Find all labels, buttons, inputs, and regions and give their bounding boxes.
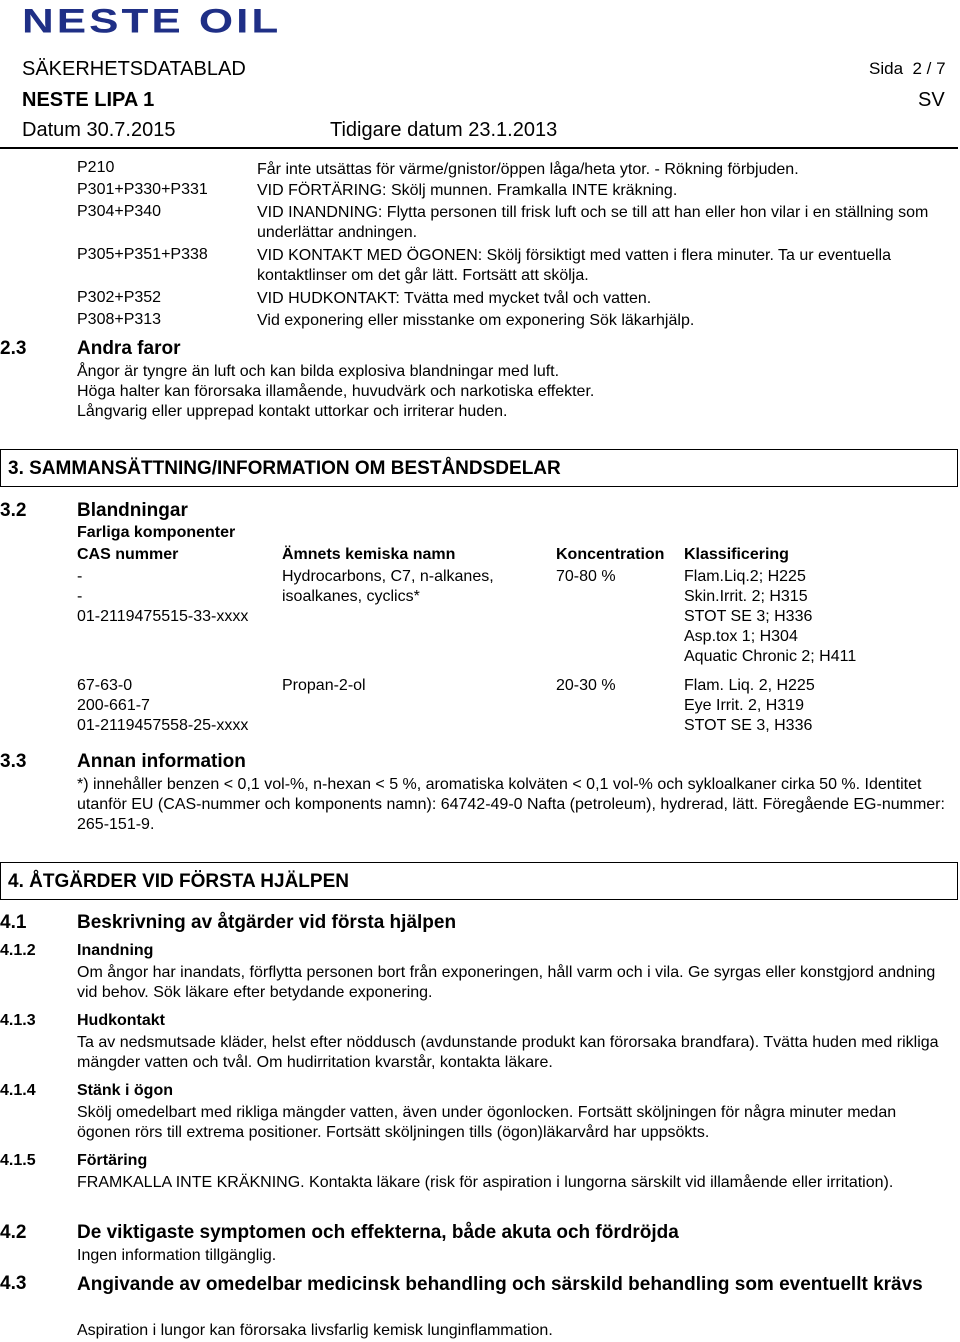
subsection-text: Ta av nedsmutsade kläder, helst efter nöddusch (avdunstande produkt kan förorsaka brandfara). Tvätta huden med rikliga mängder vatten och tvål. Om hudirritation kvarstår, kontakta läkare. [77, 1034, 939, 1071]
subsection-title: Inandning [77, 942, 154, 959]
previous-date: Tidigare datum 23.1.2013 [330, 119, 558, 141]
subsection-title: Stänk i ögon [77, 1082, 173, 1099]
table-cell: Skin.Irrit. 2; H315 [684, 588, 808, 605]
hazard-line: Ångor är tyngre än luft och kan bilda explosiva blandningar med luft. [77, 363, 560, 380]
table-cell: 01-2119475515-33-xxxx [77, 608, 249, 625]
subsection-text: Om ångor har inandats, förflytta personen bort från exponeringen, håll varm och i vila. Ge syrgas eller konstgjord andning vid behov. Sök läkare efter betydande exponering. [77, 964, 936, 1001]
section-number: 4.1 [0, 912, 27, 933]
section-title: De viktigaste symptomen och effekterna, både akuta och fördröjda [77, 1222, 679, 1243]
table-cell: - [77, 568, 83, 585]
p-code: P302+P352 [77, 289, 162, 306]
column-header: Koncentration [556, 546, 665, 563]
table-cell: 70-80 % [556, 568, 616, 585]
hazard-line: Långvarig eller upprepad kontakt uttorkar och irriterar huden. [77, 403, 508, 420]
hazard-line: Höga halter kan förorsaka illamående, huvudvärk och narkotiska effekter. [77, 383, 595, 400]
table-cell: STOT SE 3, H336 [684, 717, 813, 734]
section-title: Beskrivning av åtgärder vid första hjälpen [77, 912, 457, 933]
column-header: CAS nummer [77, 546, 179, 563]
p-text: VID INANDNING: Flytta personen till frisk luft och se till att han eller hon vilar i en ställning som underlättar andningen. [257, 204, 929, 241]
p-text: VID FÖRTÄRING: Skölj munnen. Framkalla INTE kräkning. [257, 182, 678, 199]
subsection-number: 4.1.4 [0, 1082, 36, 1099]
language: SV [918, 89, 945, 111]
table-cell: Eye Irrit. 2, H319 [684, 697, 805, 714]
section-title: Blandningar [77, 500, 188, 521]
section-text: Ingen information tillgänglig. [77, 1247, 277, 1264]
table-cell: Propan-2-ol [282, 677, 366, 694]
p-text: VID HUDKONTAKT: Tvätta med mycket tvål och vatten. [257, 290, 652, 307]
column-header: Ämnets kemiska namn [282, 546, 456, 563]
table-cell: 67-63-0 [77, 677, 133, 694]
section-text: Aspiration i lungor kan förorsaka livsfarlig kemisk lunginflammation. [77, 1322, 553, 1339]
p-code: P304+P340 [77, 203, 162, 220]
p-text: Vid exponering eller misstanke om exponering Sök läkarhjälp. [257, 312, 695, 329]
other-information-text: *) innehåller benzen < 0,1 vol-%, n-hexan < 5 %, aromatiska kolväten < 0,1 vol-% och sykloalkaner cirka 50 %. Identitet utanför EU (CAS-nummer och komponents namn): 64742-49-0 Nafta (petroleum), hydrerad, lätt. Föregående EG-nummer: 265-151-9. [77, 776, 945, 833]
section-3-title: 3. SAMMANSÄTTNING/INFORMATION OM BESTÅNDSDELAR [8, 458, 561, 479]
header-rule [0, 147, 958, 149]
subsection-title: Förtäring [77, 1152, 148, 1169]
table-cell: Hydrocarbons, C7, n-alkanes, isoalkanes, cyclics* [282, 568, 494, 605]
table-cell: - [77, 588, 83, 605]
section-title: Andra faror [77, 338, 181, 359]
subsection-title: Hudkontakt [77, 1012, 165, 1029]
page-number: Sida 2 / 7 [869, 59, 946, 78]
section-number: 4.2 [0, 1222, 27, 1243]
p-code: P305+P351+P338 [77, 246, 208, 263]
product-name: NESTE LIPA 1 [22, 89, 155, 111]
section-title: Annan information [77, 751, 246, 772]
subsection-number: 4.1.3 [0, 1012, 36, 1029]
table-cell: 200-661-7 [77, 697, 150, 714]
section-3-heading-box [0, 449, 958, 487]
table-cell: Flam. Liq. 2, H225 [684, 677, 815, 694]
p-code: P308+P313 [77, 311, 162, 328]
section-4-title: 4. ÅTGÄRDER VID FÖRSTA HJÄLPEN [8, 871, 349, 892]
p-text: VID KONTAKT MED ÖGONEN: Skölj försiktigt med vatten i flera minuter. Ta ur eventuella kontaktlinser om det går lätt. Fortsätt att skölja. [257, 247, 891, 284]
doc-type: SÄKERHETSDATABLAD [22, 58, 246, 80]
table-cell: Flam.Liq.2; H225 [684, 568, 806, 585]
p-text: Får inte utsättas för värme/gnistor/öppen låga/heta ytor. - Rökning förbjuden. [257, 161, 799, 178]
column-header: Klassificering [684, 546, 789, 563]
neste-oil-logo: NESTE OIL [22, 2, 282, 41]
table-cell: Aquatic Chronic 2; H411 [684, 648, 857, 665]
components-subtitle: Farliga komponenter [77, 524, 236, 541]
subsection-number: 4.1.5 [0, 1152, 36, 1169]
section-number: 3.3 [0, 751, 27, 772]
table-cell: STOT SE 3; H336 [684, 608, 813, 625]
date: Datum 30.7.2015 [22, 119, 176, 141]
section-number: 4.3 [0, 1273, 27, 1294]
subsection-text: FRAMKALLA INTE KRÄKNING. Kontakta läkare (risk för aspiration i lungorna särskilt vid illamående eller irritation). [77, 1174, 894, 1191]
section-number: 2.3 [0, 338, 27, 359]
table-cell: Asp.tox 1; H304 [684, 628, 798, 645]
p-code: P301+P330+P331 [77, 181, 208, 198]
subsection-number: 4.1.2 [0, 942, 36, 959]
table-cell: 20-30 % [556, 677, 616, 694]
table-cell: 01-2119457558-25-xxxx [77, 717, 249, 734]
subsection-text: Skölj omedelbart med rikliga mängder vatten, även under ögonlocken. Fortsätt sköljningen för några minuter medan ögonen rörs till extrema positioner. Fortsätt sköljningen tills (ögon)läkarvård har uppsökts. [77, 1104, 897, 1141]
section-title: Angivande av omedelbar medicinsk behandling och särskild behandling som eventuellt krävs [77, 1274, 923, 1295]
p-code: P210 [77, 159, 115, 176]
section-number: 3.2 [0, 500, 27, 521]
section-4-heading-box [0, 862, 958, 900]
